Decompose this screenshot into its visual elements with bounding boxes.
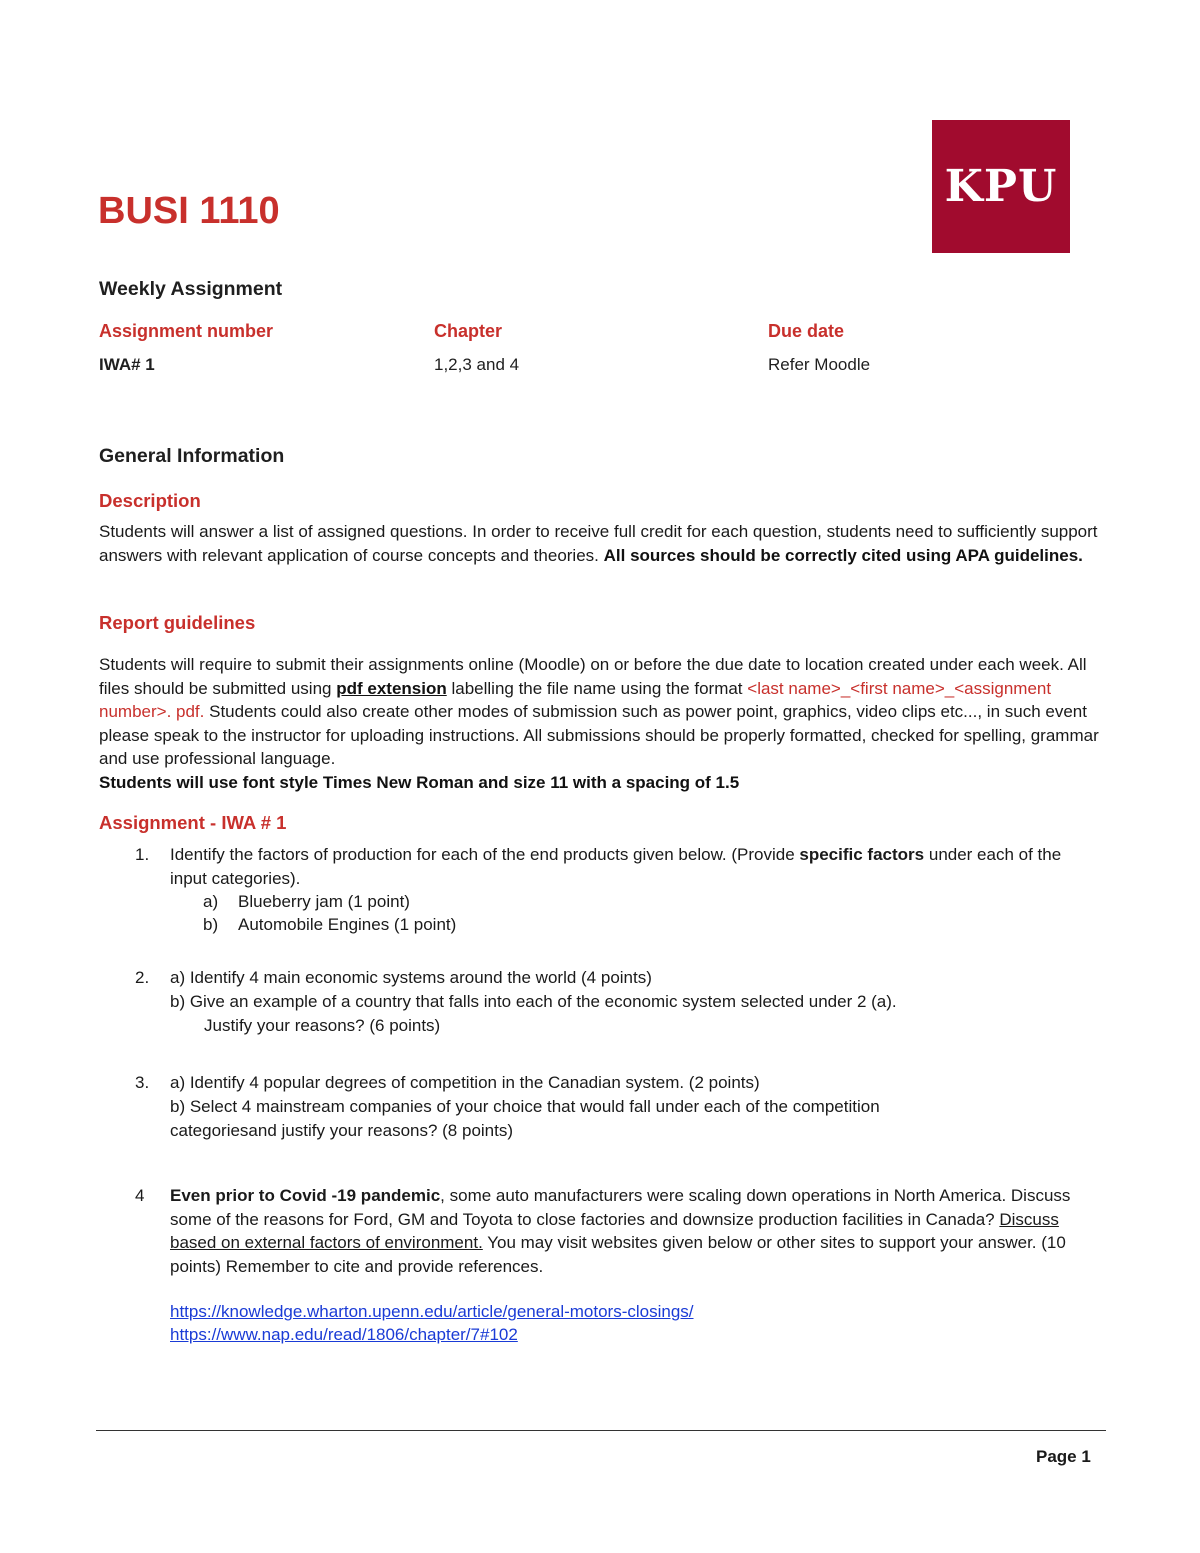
logo-text: KPU: [944, 161, 1058, 212]
nap-link[interactable]: https://www.nap.edu/read/1806/chapter/7#102: [170, 1325, 518, 1344]
description-text: Students will answer a list of assigned questions. In order to receive full credit for each question, students need to sufficiently support answers with relevant application of course concepts and theories.: [99, 522, 1098, 565]
question-1-text: [170, 843, 1090, 890]
question-3-part-a: a) Identify 4 popular degrees of competition in the Canadian system. (2 points): [170, 1073, 760, 1092]
question-emphasis: specific factors: [799, 845, 925, 864]
sub-item-b: Automobile Engines (1 point): [238, 915, 457, 934]
document-subtitle: Weekly Assignment: [99, 278, 283, 300]
report-text-3: Students could also create other modes of submission such as power point, graphics, video clips etc..., in such event please speak to the instructor for uploading instructions. All submissions should be properly formatted, checked for spelling, grammar and use professional language.: [99, 702, 1099, 768]
font-style-requirement: Students will use font style Times New Roman and size 11 with a spacing of 1.5: [99, 772, 740, 792]
report-guidelines-heading: Report guidelines: [99, 612, 256, 633]
question-2-part-b: b) Give an example of a country that falls into each of the economic system selected under 2 (a).: [170, 992, 897, 1011]
question-text-continued: under each of the input categories).: [170, 845, 1062, 888]
question-number: 4: [135, 1186, 145, 1205]
question-2-part-b-continued: Justify your reasons? (6 points): [204, 1016, 441, 1035]
question-text-continued: You may visit websites given below or other sites to support your answer. (10 points) Remember to cite and provide references.: [170, 1233, 1066, 1276]
course-title: BUSI 1110: [98, 190, 280, 232]
question-1: [99, 843, 1099, 943]
question-3-part-b-continued: categoriesand justify your reasons? (8 points): [170, 1121, 514, 1140]
pdf-extension-note: pdf extension: [336, 678, 447, 698]
sub-item-a: Blueberry jam (1 point): [238, 892, 410, 911]
description-heading: Description: [99, 490, 201, 511]
wharton-link[interactable]: https://knowledge.wharton.upenn.edu/article/general-motors-closings/: [170, 1302, 694, 1321]
question-2: [99, 966, 1099, 1041]
kpu-logo: [932, 120, 1070, 253]
question-number: 2.: [135, 968, 150, 987]
question-emphasis: Even prior to Covid -19 pandemic: [170, 1186, 441, 1205]
question-4: [99, 1184, 1099, 1349]
question-number: 3.: [135, 1073, 150, 1092]
question-3: [99, 1071, 1099, 1146]
question-2-part-a: a) Identify 4 main economic systems around the world (4 points): [170, 968, 652, 987]
question-text: Identify the factors of production for each of the end products given below. (Provide: [170, 845, 795, 864]
question-3-part-b: b) Select 4 mainstream companies of your choice that would fall under each of the competition: [170, 1097, 880, 1116]
report-text-1: Students will require to submit their assignments online (Moodle) on or before the due date to location created under each week. All files should be submitted using: [99, 655, 1087, 698]
general-information-heading: General Information: [99, 445, 285, 467]
filename-format: <last name>_<first name>_<assignment number>. pdf.: [99, 678, 1052, 721]
sub-label-a: a): [203, 892, 219, 911]
assignment-number-value: IWA# 1: [99, 355, 155, 374]
assignment-heading: Assignment - IWA # 1: [99, 812, 287, 833]
due-date-value: Refer Moodle: [768, 355, 871, 374]
due-date-label: Due date: [768, 321, 845, 341]
external-factors-note: Discuss based on external factors of environment.: [170, 1209, 1059, 1252]
page-number: Page 1: [1036, 1447, 1091, 1466]
report-guidelines-paragraph: [99, 653, 1099, 794]
assignment-number-label: Assignment number: [99, 321, 274, 341]
question-text: , some auto manufacturers were scaling down operations in North America. Discuss some of the reasons for Ford, GM and Toyota to close factories and downsize production facilities in Canada?: [170, 1186, 1071, 1229]
chapter-value: 1,2,3 and 4: [434, 355, 520, 374]
chapter-label: Chapter: [434, 321, 503, 341]
description-paragraph: [99, 520, 1099, 567]
sub-label-b: b): [203, 915, 219, 934]
description-apa-note: All sources should be correctly cited using APA guidelines.: [603, 545, 1083, 565]
question-number: 1.: [135, 845, 150, 864]
footer-divider: [96, 1430, 1106, 1431]
report-text-2: labelling the file name using the format: [451, 678, 743, 698]
question-4-text: [170, 1184, 1090, 1278]
